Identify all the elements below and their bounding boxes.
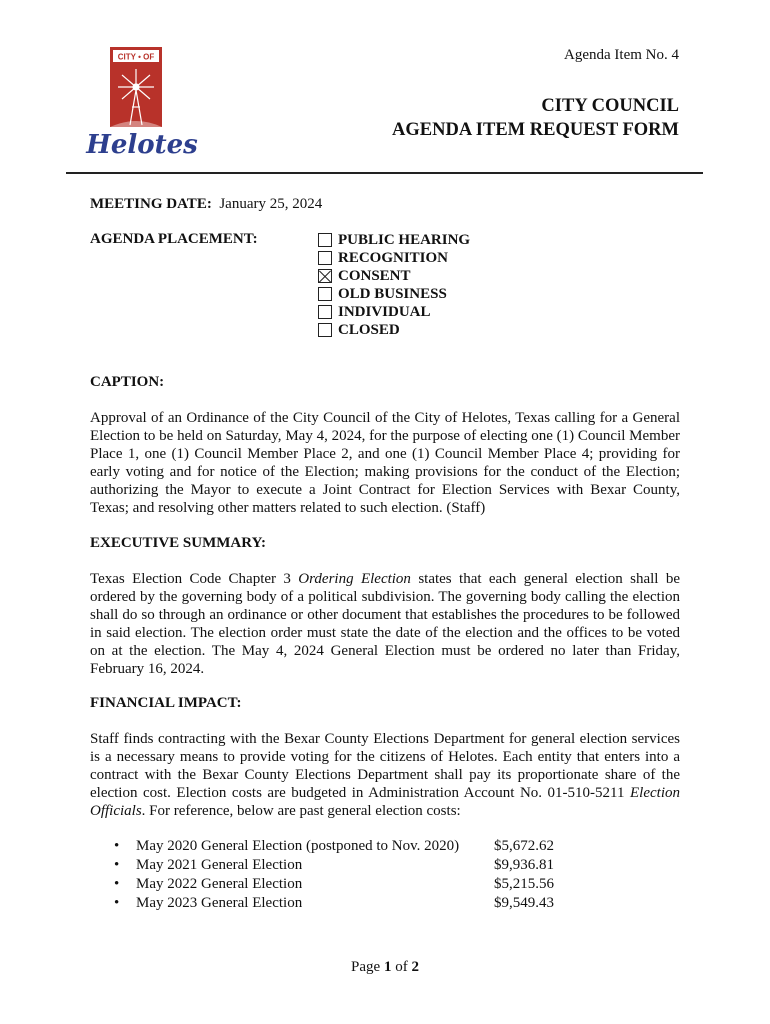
bullet-icon: • — [114, 838, 120, 854]
caption-heading: CAPTION: — [90, 374, 165, 390]
logo-top-text: CITY • OF — [117, 52, 155, 62]
election-description: May 2020 General Election (postponed to Nov. 2020) — [136, 838, 460, 854]
election-description: May 2023 General Election — [136, 895, 303, 911]
executive-summary-text — [90, 570, 680, 678]
title-line-2: AGENDA ITEM REQUEST FORM — [392, 120, 679, 140]
financial-impact-text — [90, 730, 680, 820]
meeting-date-label: MEETING DATE: — [90, 196, 212, 212]
election-description: May 2022 General Election — [136, 876, 303, 892]
financial-impact-text-after: . For reference, below are past general election costs: — [141, 803, 461, 819]
meeting-date — [90, 196, 322, 213]
election-cost-list — [114, 838, 584, 914]
list-item — [114, 838, 584, 857]
bullet-icon: • — [114, 876, 120, 892]
bullet-icon: • — [114, 895, 120, 911]
election-amount: $9,936.81 — [494, 857, 554, 873]
executive-summary-text-before: Texas Election Code Chapter 3 — [90, 571, 299, 587]
page-mid: of — [391, 959, 412, 975]
placement-option[interactable] — [318, 321, 470, 339]
helotes-logo-icon — [86, 45, 198, 163]
agenda-item-number: Agenda Item No. 4 — [564, 47, 679, 63]
placement-option-label: PUBLIC HEARING — [338, 231, 471, 248]
election-amount: $9,549.43 — [494, 895, 554, 911]
election-description: May 2021 General Election — [136, 857, 303, 873]
form-title — [392, 94, 679, 142]
list-item — [114, 857, 584, 876]
page-number — [0, 959, 770, 976]
header-divider — [66, 172, 703, 174]
list-item — [114, 876, 584, 895]
page-prefix: Page — [351, 959, 384, 975]
placement-option[interactable] — [318, 249, 470, 267]
placement-option[interactable] — [318, 303, 470, 321]
caption-text: Approval of an Ordinance of the City Council of the City of Helotes, Texas calling for a General Election to be held on Saturday, May 4, 2024, for the purpose of electing one (1) Council Member Place 1, one (1) Council Member Place 2, and one (1) Council Member Place 4; providing for early voting and for notice of the Election; making provisions for the conduct of the Election; authorizing the Mayor to execute a Joint Contract for Election Services with Bexar County, Texas; and resolving other matters related to such election. (Staff) — [90, 410, 680, 516]
financial-impact-text-before: Staff finds contracting with the Bexar County Elections Department for general election services is a necessary means to provide voting for the citizens of Helotes. Each entity that enters into a contract with the Bexar County Elections Department shall pay its proportionate share of the election cost. Election costs are budgeted in Administration Account No. 01-510-5211 — [90, 731, 680, 801]
placement-option[interactable] — [318, 267, 470, 285]
financial-impact-heading: FINANCIAL IMPACT: — [90, 695, 242, 711]
checkbox[interactable] — [318, 287, 332, 301]
city-logo — [86, 45, 198, 163]
meeting-date-value: January 25, 2024 — [219, 196, 323, 212]
checkbox[interactable] — [318, 251, 332, 265]
placement-option-label: OLD BUSINESS — [338, 285, 447, 302]
executive-summary-heading: EXECUTIVE SUMMARY: — [90, 535, 267, 551]
placement-option-label: CLOSED — [338, 321, 400, 338]
placement-option-label: CONSENT — [338, 267, 411, 284]
placement-option[interactable] — [318, 231, 470, 249]
election-amount: $5,215.56 — [494, 876, 554, 892]
title-line-1: CITY COUNCIL — [541, 96, 679, 116]
checkbox[interactable] — [318, 305, 332, 319]
page-total: 2 — [411, 959, 419, 975]
list-item — [114, 895, 584, 914]
financial-impact-italic: Election Officials — [90, 785, 680, 819]
executive-summary-italic: Ordering Election — [298, 571, 411, 587]
page-current: 1 — [383, 959, 392, 975]
agenda-placement-options — [318, 231, 470, 339]
checkbox[interactable] — [318, 233, 332, 247]
election-amount: $5,672.62 — [494, 838, 554, 854]
checkbox[interactable] — [318, 269, 332, 283]
executive-summary-text-after: states that each general election shall be ordered by the governing body of a political subdivision. The governing body calling the election shall do so through an ordinance or other document that establishes the procedures to be followed in said election. The election order must state the date of the election and the offices to be voted on at the election. The May 4, 2024 General Election must be ordered no later than Friday, February 16, 2024. — [90, 571, 680, 677]
placement-option[interactable] — [318, 285, 470, 303]
placement-option-label: INDIVIDUAL — [338, 303, 431, 320]
logo-wordmark: Helotes — [86, 130, 198, 160]
agenda-placement-label: AGENDA PLACEMENT: — [90, 231, 258, 247]
bullet-icon: • — [114, 857, 120, 873]
placement-option-label: RECOGNITION — [338, 249, 449, 266]
checkbox[interactable] — [318, 323, 332, 337]
